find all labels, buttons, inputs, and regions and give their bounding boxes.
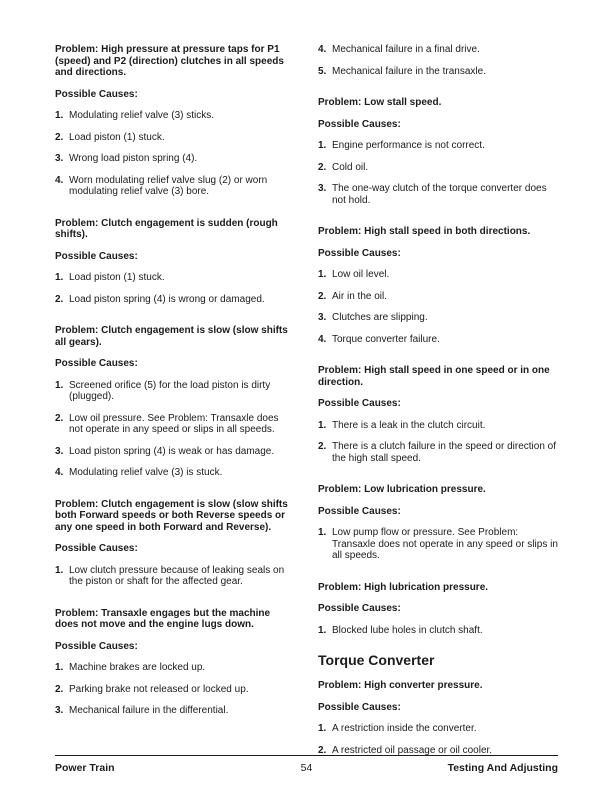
problem-heading: Problem: Transaxle engages but the machine does not move and the engine lugs down. <box>55 607 271 630</box>
item-text: Load piston (1) stuck. <box>69 131 165 143</box>
list-item <box>318 334 558 346</box>
item-text: Modulating relief valve (3) is stuck. <box>69 467 223 478</box>
list-item <box>55 153 295 165</box>
problem-heading: Problem: High converter pressure. <box>318 680 483 691</box>
list-item <box>55 565 295 588</box>
list-item <box>318 183 558 206</box>
left-column <box>55 44 295 766</box>
causes-label: Possible Causes: <box>55 543 138 554</box>
problem-heading: Problem: High stall speed in both directions. <box>318 226 531 237</box>
item-text: Modulating relief valve (3) sticks. <box>69 110 215 121</box>
item-number: 4. <box>318 333 327 345</box>
list-item <box>318 420 558 432</box>
item-text: Load piston spring (4) is wrong or damaged. <box>69 293 265 305</box>
list-item <box>55 467 295 479</box>
item-text: Low clutch pressure because of leaking seals on the piston or shaft for the affected gear. <box>69 564 285 587</box>
item-number: 1. <box>318 624 327 636</box>
list-item <box>318 723 558 735</box>
problem-heading: Problem: Clutch engagement is slow (slow shifts both Forward speeds or both Reverse speeds or any one speed in both Forward and Reverse). <box>55 498 288 533</box>
problem-heading: Problem: High pressure at pressure taps for P1 (speed) and P2 (direction) clutches in all speeds and directions. <box>55 44 284 78</box>
causes-label: Possible Causes: <box>318 505 401 517</box>
list-item <box>318 44 558 56</box>
item-text: A restriction inside the converter. <box>332 723 477 734</box>
list-item <box>318 66 558 78</box>
item-text: There is a leak in the clutch circuit. <box>332 419 486 431</box>
list-item <box>318 269 558 281</box>
list-item <box>55 272 295 284</box>
causes-label: Possible Causes: <box>318 247 401 259</box>
page-number: 54 <box>300 762 313 774</box>
item-number: 1. <box>318 419 327 431</box>
page-footer <box>55 762 558 774</box>
list-item <box>55 110 295 122</box>
item-text: Engine performance is not correct. <box>332 140 485 151</box>
page-content <box>55 44 558 766</box>
causes-label: Possible Causes: <box>55 640 138 652</box>
list-item <box>318 527 558 562</box>
causes-label: Possible Causes: <box>55 88 138 100</box>
list-item <box>318 162 558 174</box>
causes-label: Possible Causes: <box>318 603 401 614</box>
item-text: Load piston spring (4) is weak or has damage. <box>69 445 275 457</box>
footer-divider <box>55 755 558 756</box>
list-item <box>55 294 295 306</box>
item-number: 1. <box>318 527 327 538</box>
item-number: 3. <box>55 705 64 716</box>
item-text: Low pump flow or pressure. See Problem: Transaxle does not operate in any speed or slips in all speeds. <box>332 527 558 561</box>
causes-label: Possible Causes: <box>55 358 138 369</box>
problem-heading: Problem: Low lubrication pressure. <box>318 484 486 495</box>
item-number: 3. <box>318 183 327 194</box>
item-number: 2. <box>55 293 64 305</box>
item-number: 3. <box>318 312 327 323</box>
causes-label: Possible Causes: <box>318 118 401 130</box>
list-item <box>318 140 558 152</box>
list-item <box>55 132 295 144</box>
item-text: Load piston (1) stuck. <box>69 272 165 283</box>
list-item <box>318 291 558 303</box>
item-text: Low oil level. <box>332 269 390 280</box>
item-number: 2. <box>318 161 327 173</box>
item-text: The one-way clutch of the torque converter does not hold. <box>332 183 547 206</box>
problem-heading: Problem: High stall speed in one speed or in one direction. <box>318 365 550 388</box>
item-text: Low oil pressure. See Problem: Transaxle does not operate in any speed or slips in all speeds. <box>69 412 279 435</box>
item-text: Machine brakes are locked up. <box>69 662 206 673</box>
item-number: 5. <box>318 65 327 77</box>
item-text: Air in the oil. <box>332 290 388 302</box>
footer-doc-title: Testing And Adjusting <box>447 762 558 774</box>
item-number: 3. <box>55 153 64 164</box>
item-number: 1. <box>55 272 64 283</box>
item-text: A restricted oil passage or oil cooler. <box>332 744 493 756</box>
item-number: 1. <box>318 269 327 280</box>
item-text: Blocked lube holes in clutch shaft. <box>332 624 483 636</box>
item-number: 2. <box>55 131 64 143</box>
causes-label: Possible Causes: <box>318 398 401 409</box>
item-number: 1. <box>55 110 64 121</box>
section-title: Torque Converter <box>318 652 435 668</box>
item-text: Screened orifice (5) for the load piston is dirty (plugged). <box>69 379 271 402</box>
item-number: 4. <box>318 44 327 55</box>
item-number: 2. <box>318 290 327 302</box>
item-text: Cold oil. <box>332 161 369 173</box>
item-number: 2. <box>55 683 64 695</box>
item-number: 1. <box>55 379 64 391</box>
item-number: 2. <box>318 441 327 452</box>
item-text: Parking brake not released or locked up. <box>69 683 249 695</box>
item-number: 4. <box>55 174 64 186</box>
item-number: 1. <box>318 140 327 151</box>
causes-label: Possible Causes: <box>318 701 401 713</box>
item-number: 4. <box>55 467 64 478</box>
item-text: Clutches are slipping. <box>332 312 428 323</box>
item-text: Torque converter failure. <box>332 333 440 345</box>
item-number: 1. <box>318 723 327 734</box>
item-number: 3. <box>55 445 64 457</box>
list-item <box>55 413 295 436</box>
right-column <box>318 44 558 766</box>
item-number: 2. <box>318 744 327 756</box>
list-item <box>55 446 295 458</box>
item-number: 1. <box>55 662 64 673</box>
list-item <box>318 625 558 637</box>
item-text: Mechanical failure in the differential. <box>69 705 229 716</box>
item-text: Mechanical failure in a final drive. <box>332 44 480 55</box>
list-item <box>55 175 295 198</box>
item-number: 2. <box>55 412 64 424</box>
list-item <box>55 705 295 717</box>
problem-heading: Problem: Clutch engagement is slow (slow shifts all gears). <box>55 325 288 348</box>
item-text: Wrong load piston spring (4). <box>69 153 198 164</box>
item-text: Mechanical failure in the transaxle. <box>332 65 486 77</box>
list-item <box>318 312 558 324</box>
problem-heading: Problem: Clutch engagement is sudden (rough shifts). <box>55 217 278 240</box>
list-item <box>55 662 295 674</box>
list-item <box>55 380 295 403</box>
item-number: 1. <box>55 564 64 576</box>
item-text: There is a clutch failure in the speed or direction of the high stall speed. <box>332 441 557 464</box>
list-item <box>55 684 295 696</box>
causes-label: Possible Causes: <box>55 250 138 262</box>
footer-section-title: Power Train <box>55 762 115 774</box>
list-item <box>318 441 558 464</box>
problem-heading: Problem: High lubrication pressure. <box>318 581 489 593</box>
problem-heading: Problem: Low stall speed. <box>318 97 442 108</box>
item-text: Worn modulating relief valve slug (2) or worn modulating relief valve (3) bore. <box>69 174 268 197</box>
